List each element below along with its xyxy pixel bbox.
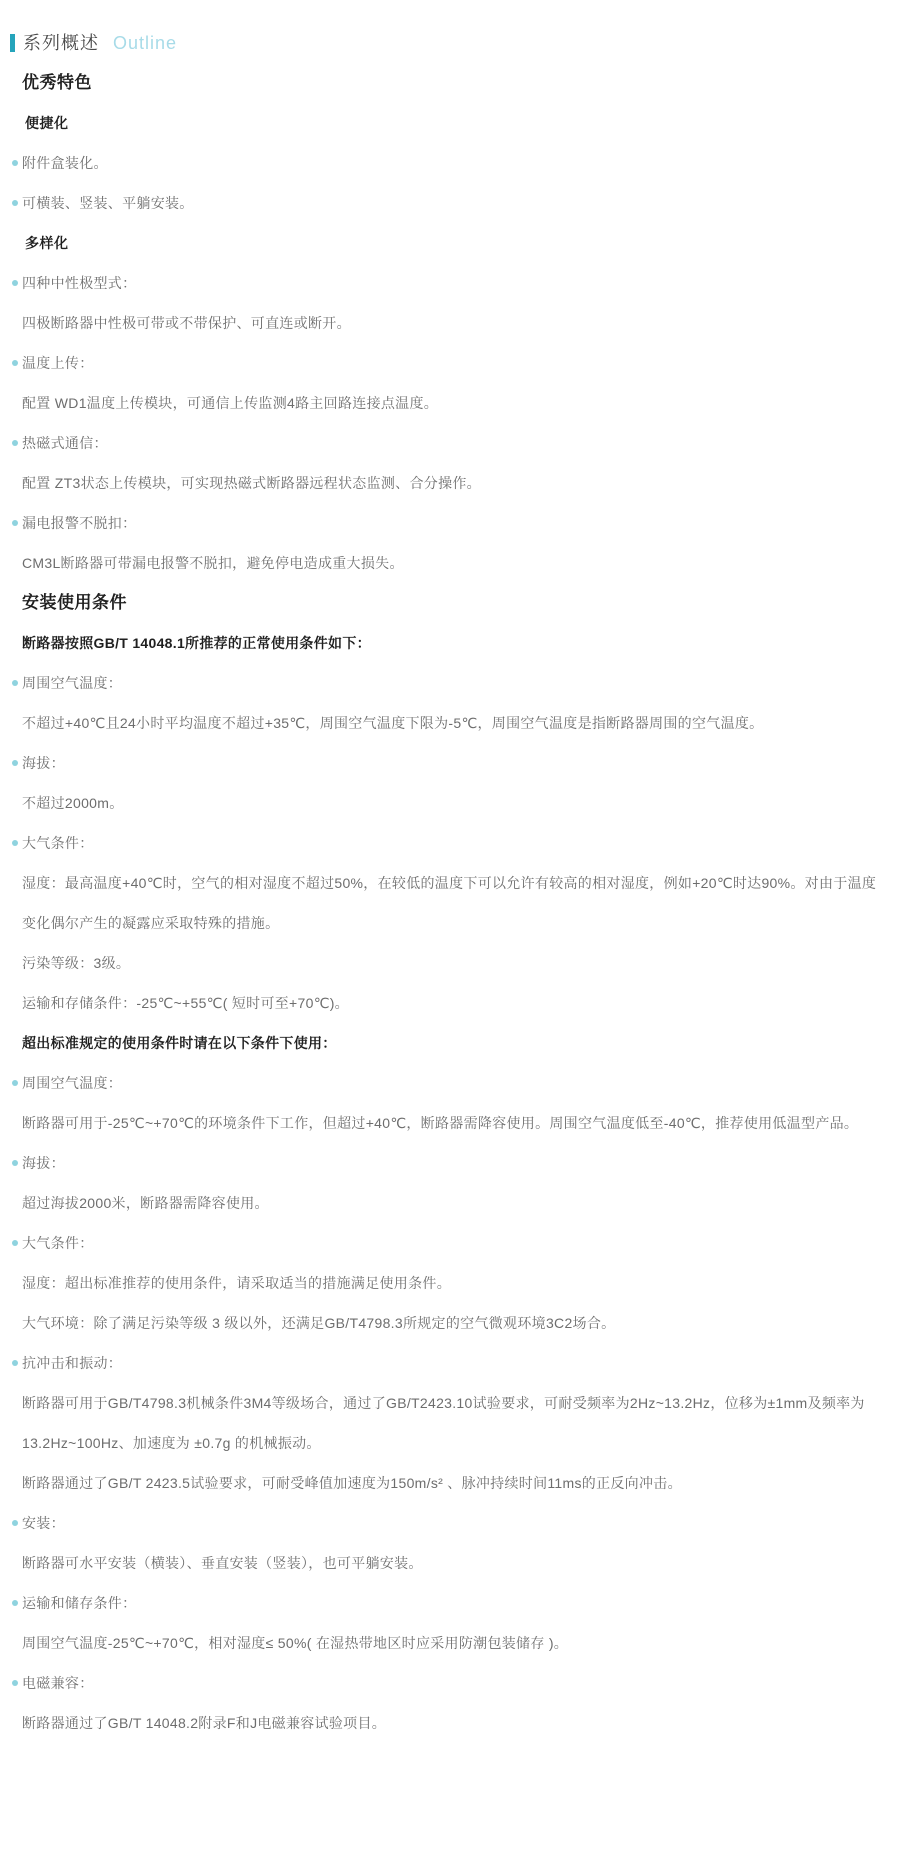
section-heading: 安装使用条件	[22, 593, 127, 612]
bullet-dot-icon	[12, 160, 18, 166]
bullet-dot-icon	[12, 1600, 18, 1606]
paragraph: 周围空气温度-25℃~+70℃，相对湿度≤ 50%( 在湿热带地区时应采用防潮包装储存 )。	[22, 1635, 569, 1651]
section-heading: 优秀特色	[22, 73, 92, 92]
bullet-dot-icon	[12, 1520, 18, 1526]
paragraph: 湿度：最高温度+40℃时，空气的相对湿度不超过50%，在较低的温度下可以允许有较高的相对湿度，例如+20℃时达90%。对由于温度变化偶尔产生的凝露应采取特殊的措施。	[22, 875, 877, 931]
bullet-item	[22, 1343, 878, 1383]
bullet-text: 大气条件：	[22, 835, 94, 851]
bullet-item	[22, 263, 878, 303]
bullet-item	[22, 1583, 878, 1623]
bullet-text: 安装：	[22, 1515, 65, 1531]
paragraph: 运输和存储条件：-25℃~+55℃( 短时可至+70℃)。	[22, 995, 349, 1011]
bullet-text: 热磁式通信：	[22, 435, 108, 451]
bullet-dot-icon	[12, 1240, 18, 1246]
bullet-text: 大气条件：	[22, 1235, 94, 1251]
bullet-dot-icon	[12, 1360, 18, 1366]
bullet-text: 电磁兼容：	[22, 1675, 94, 1691]
section-header	[10, 23, 882, 63]
bullet-item	[22, 1143, 878, 1183]
bullet-dot-icon	[12, 1160, 18, 1166]
bullet-dot-icon	[12, 840, 18, 846]
paragraph: 大气环境：除了满足污染等级 3 级以外，还满足GB/T4798.3所规定的空气微观环境3C2场合。	[22, 1315, 616, 1331]
bullet-item	[22, 1663, 878, 1703]
bullet-dot-icon	[12, 360, 18, 366]
bullet-dot-icon	[12, 680, 18, 686]
bullet-item	[22, 823, 878, 863]
bullet-text: 温度上传：	[22, 355, 94, 371]
paragraph: 断路器可用于GB/T4798.3机械条件3M4等级场合，通过了GB/T2423.10试验要求，可耐受频率为2Hz~13.2Hz，位移为±1mm及频率为13.2Hz~100Hz、加速度为 ±0.7g 的机械振动。	[22, 1395, 865, 1451]
bullet-text: 漏电报警不脱扣：	[22, 515, 137, 531]
bullet-item	[22, 183, 878, 223]
bullet-text: 海拔：	[22, 1155, 65, 1171]
paragraph: 断路器通过了GB/T 2423.5试验要求，可耐受峰值加速度为150m/s² 、脉冲持续时间11ms的正反向冲击。	[22, 1475, 682, 1491]
bullet-dot-icon	[12, 1680, 18, 1686]
paragraph: 不超过2000m。	[22, 795, 124, 811]
paragraph: CM3L断路器可带漏电报警不脱扣，避免停电造成重大损失。	[22, 555, 404, 571]
bold-paragraph: 断路器按照GB/T 14048.1所推荐的正常使用条件如下：	[22, 635, 371, 651]
bullet-item	[22, 663, 878, 703]
bullet-text: 可横装、竖装、平躺安装。	[22, 195, 194, 211]
paragraph: 配置 WD1温度上传模块，可通信上传监测4路主回路连接点温度。	[22, 395, 439, 411]
paragraph: 不超过+40℃且24小时平均温度不超过+35℃，周围空气温度下限为-5℃，周围空气温度是指断路器周围的空气温度。	[22, 715, 764, 731]
bullet-dot-icon	[12, 760, 18, 766]
bullet-text: 四种中性极型式：	[22, 275, 137, 291]
accent-bar-icon	[10, 34, 15, 52]
bullet-text: 抗冲击和振动：	[22, 1355, 123, 1371]
bullet-item	[22, 1063, 878, 1103]
bullet-dot-icon	[12, 1080, 18, 1086]
bullet-item	[22, 743, 878, 783]
bullet-dot-icon	[12, 200, 18, 206]
bullet-dot-icon	[12, 440, 18, 446]
bullet-dot-icon	[12, 280, 18, 286]
paragraph: 湿度：超出标准推荐的使用条件，请采取适当的措施满足使用条件。	[22, 1275, 451, 1291]
bullet-dot-icon	[12, 520, 18, 526]
bullet-item	[22, 1223, 878, 1263]
bullet-item	[22, 1503, 878, 1543]
bullet-text: 附件盒装化。	[22, 155, 108, 171]
paragraph: 断路器通过了GB/T 14048.2附录F和J电磁兼容试验项目。	[22, 1715, 387, 1731]
bullet-item	[22, 343, 878, 383]
bullet-text: 海拔：	[22, 755, 65, 771]
bullet-item	[22, 503, 878, 543]
bullet-text: 周围空气温度：	[22, 1075, 123, 1091]
bullet-text: 运输和储存条件：	[22, 1595, 137, 1611]
paragraph: 污染等级：3级。	[22, 955, 131, 971]
bullet-item	[22, 423, 878, 463]
section-title-en: Outline	[113, 33, 178, 53]
bullet-item	[22, 143, 878, 183]
paragraph: 四极断路器中性极可带或不带保护、可直连或断开。	[22, 315, 351, 331]
paragraph: 断路器可用于-25℃~+70℃的环境条件下工作，但超过+40℃，断路器需降容使用。周围空气温度低至-40℃，推荐使用低温型产品。	[22, 1115, 859, 1131]
section-title-zh: 系列概述	[23, 33, 99, 53]
bold-paragraph: 超出标准规定的使用条件时请在以下条件下使用：	[22, 1035, 337, 1051]
subheading: 多样化	[25, 235, 69, 251]
content	[10, 63, 882, 1743]
paragraph: 超过海拔2000米，断路器需降容使用。	[22, 1195, 269, 1211]
paragraph: 配置 ZT3状态上传模块，可实现热磁式断路器远程状态监测、合分操作。	[22, 475, 481, 491]
bullet-text: 周围空气温度：	[22, 675, 123, 691]
subheading: 便捷化	[25, 115, 69, 131]
paragraph: 断路器可水平安装（横装）、垂直安装（竖装），也可平躺安装。	[22, 1555, 423, 1571]
